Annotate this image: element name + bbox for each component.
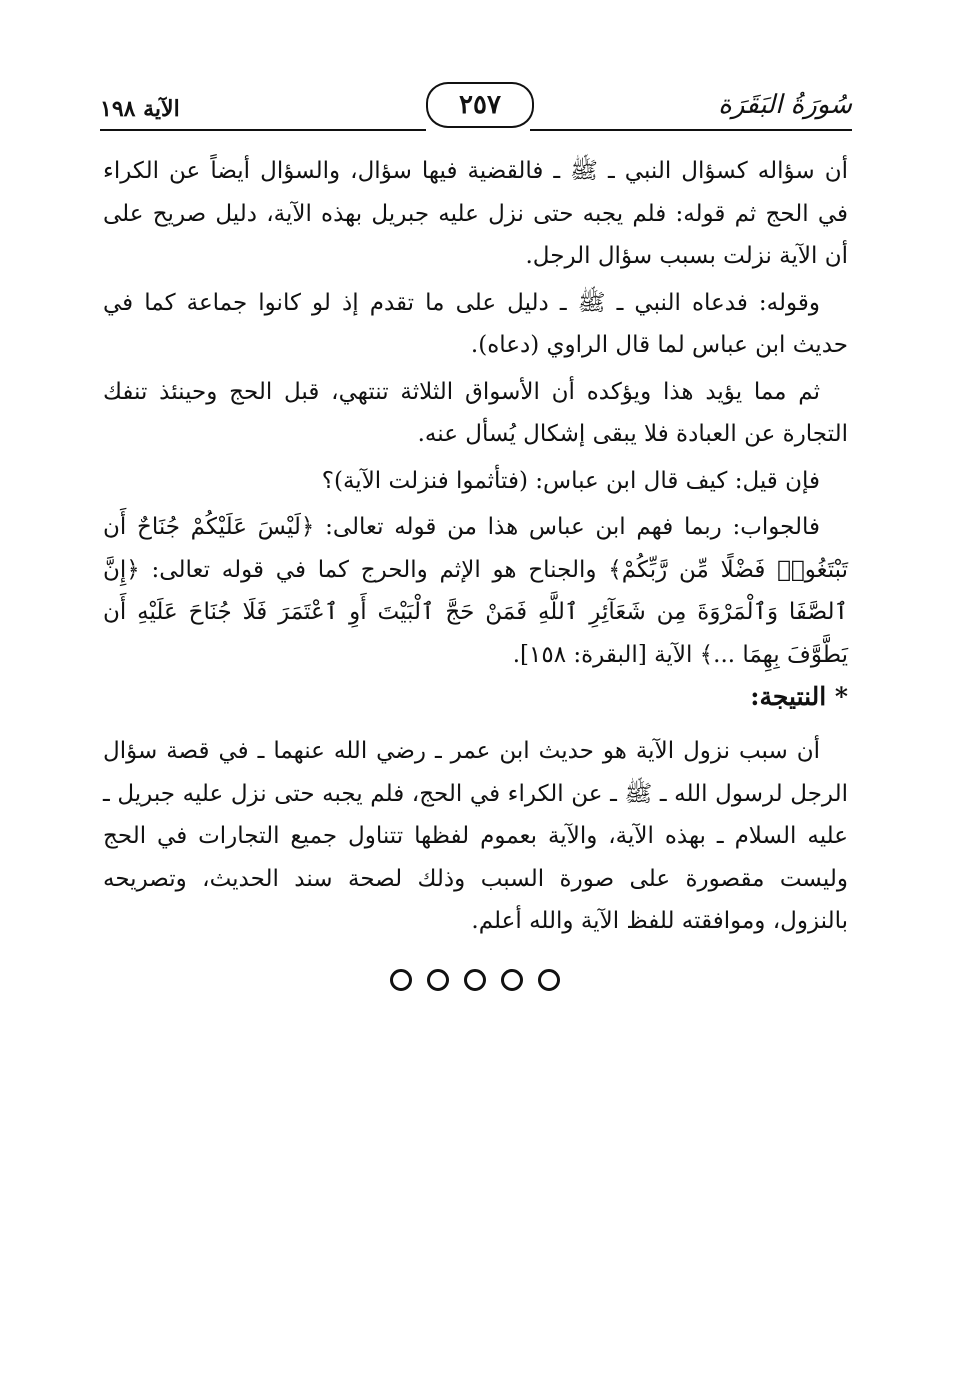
section-end-ornament	[390, 960, 560, 1000]
ring-ornament-icon	[464, 969, 486, 991]
paragraph-2: وقوله: فدعاه النبي ـ ﷺ ـ دليل على ما تقدم إذ لو كانوا جماعة كما في حديث ابن عباس لما قال الراوي (دعاه).	[103, 289, 848, 358]
paragraph-1: أن سؤاله كسؤال النبي ـ ﷺ ـ فالقضية فيها سؤال، والسؤال أيضاً عن الكراء في الحج ثم قوله: فلم يجبه حتى نزل عليه جبريل بهذه الآية، دليل صريح على أن الآية نزلت بسبب سؤال الرجل.	[103, 158, 848, 269]
result-paragraph: أن سبب نزول الآية هو حديث ابن عمر ـ رضي الله عنهما ـ في قصة سؤال الرجل لرسول الله ـ ﷺ ـ عن الكراء في الحج، فلم يجبه حتى نزل عليه جبريل ـ عليه السلام ـ بهذه الآية، والآية بعموم لفظها تتناول جميع التجارات في الحج وليست مقصورة على صورة السبب وذلك لصحة سند الحديث، وتصريحه بالنزول، وموافقته للفظ الآية والله أعلم.	[103, 738, 848, 934]
header-rule-left	[100, 129, 426, 131]
verse-reference: الآية ١٩٨	[100, 96, 180, 122]
body-text	[103, 150, 848, 676]
paragraph-4: فإن قيل: كيف قال ابن عباس: (فتأثموا فنزلت الآية)؟	[321, 467, 820, 494]
page-number: ٢٥٧	[459, 90, 501, 120]
paragraph-3: ثم مما يؤيد هذا ويؤكده أن الأسواق الثلاثة تنتهي، قبل الحج وحينئذ تنفك التجارة عن العبادة فلا يبقى إشكال يُسأل عنه.	[103, 378, 848, 447]
paragraph-5: فالجواب: ربما فهم ابن عباس هذا من قوله تعالى: ﴿لَيْسَ عَلَيْكُمْ جُنَاحٌ أَن تَبْتَغُوا۟ فَضْلًا مِّن رَّبِّكُمْ﴾ والجناح هو الإثم والحرج كما في قوله تعالى: ﴿إِنَّ ٱلصَّفَا وَٱلْمَرْوَةَ مِن شَعَآئِرِ ٱللَّهِ فَمَنْ حَجَّ ٱلْبَيْتَ أَوِ ٱعْتَمَرَ فَلَا جُنَاحَ عَلَيْهِ أَن يَطَّوَّفَ بِهِمَا ...﴾ الآية [البقرة: ١٥٨].	[103, 514, 848, 668]
page-header	[100, 74, 852, 134]
page-number-frame	[426, 82, 534, 128]
header-rule-right	[530, 129, 852, 131]
result-heading: * النتيجة:	[750, 682, 848, 711]
ring-ornament-icon	[427, 969, 449, 991]
result-text	[103, 730, 848, 943]
ring-ornament-icon	[501, 969, 523, 991]
ring-ornament-icon	[538, 969, 560, 991]
surah-title: سُورَةُ البَقَرَة	[718, 90, 852, 120]
ring-ornament-icon	[390, 969, 412, 991]
